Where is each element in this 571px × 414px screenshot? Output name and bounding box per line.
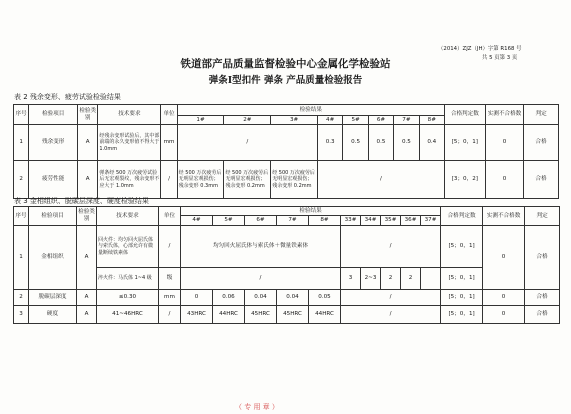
row-item: 残余变形	[29, 125, 78, 161]
row-result: 经 500 万次疲劳后无明显宏观损伤；残余变形 0.2mm	[224, 161, 271, 199]
header-fail: 实测不合格数	[485, 105, 524, 125]
row-value: 0.04	[245, 290, 277, 306]
row-seq: 1	[14, 226, 29, 290]
row-fail: 0	[485, 125, 524, 161]
row-qualified: [5；0，1]	[441, 306, 483, 324]
row-item: 硬度	[29, 306, 77, 324]
header-requirement: 技术要求	[97, 207, 159, 226]
col-3: 3#	[271, 116, 318, 125]
col-7: 7#	[394, 116, 419, 125]
row-value: 0	[181, 290, 213, 306]
table-row	[14, 125, 559, 161]
row-value: 0.3	[317, 125, 342, 161]
header-requirement: 技术要求	[98, 105, 161, 125]
row-category: A	[77, 290, 97, 306]
row-value: 0.04	[277, 290, 309, 306]
col-6: 6#	[368, 116, 393, 125]
col-35: 35#	[381, 216, 401, 226]
row-value: 0.5	[368, 125, 393, 161]
header-unit: 单位	[161, 105, 177, 125]
row-value: 0.06	[213, 290, 245, 306]
row-value: 0.05	[309, 290, 341, 306]
row-judge: 合格	[524, 161, 559, 199]
row-slash: /	[181, 268, 341, 290]
row-requirement: ≤0.30	[97, 290, 159, 306]
header-unit: 单位	[159, 207, 181, 226]
table-row	[14, 161, 559, 199]
row-slash: /	[341, 306, 441, 324]
row-value: 0.5	[343, 125, 368, 161]
row-value: 3	[341, 268, 361, 290]
document-number: （2014）ZJZ（JH）字第 R168 号	[438, 46, 522, 52]
row-unit: /	[159, 226, 181, 268]
col-4: 4#	[181, 216, 213, 226]
header-seq: 序号	[14, 207, 29, 226]
row-unit: /	[159, 306, 181, 324]
col-6: 6#	[245, 216, 277, 226]
row-fail: 0	[483, 306, 525, 324]
row-unit: /	[161, 161, 177, 199]
row-category: A	[77, 226, 97, 290]
row-result: 均匀回火屈氏体与索氏体＋微量铁素体	[181, 226, 341, 268]
row-seq: 2	[14, 290, 29, 306]
row-qualified: [5；0，1]	[441, 226, 483, 268]
row-seq: 2	[14, 161, 29, 199]
row-judge: 合格	[525, 306, 560, 324]
row-unit: mm	[161, 125, 177, 161]
row-slash: /	[341, 290, 441, 306]
table3	[13, 206, 560, 324]
row-value: 45HRC	[277, 306, 309, 324]
page-indicator: 共 5 页第 3 页	[482, 55, 518, 61]
row-unit: mm	[159, 290, 181, 306]
row-judge: 合格	[525, 226, 560, 290]
col-7: 7#	[277, 216, 309, 226]
header-results: 检验结果	[181, 207, 441, 216]
col-37: 37#	[421, 216, 441, 226]
row-qualified: [5；0，1]	[445, 125, 486, 161]
col-4: 4#	[317, 116, 342, 125]
row-fail: 0	[483, 290, 525, 306]
row-judge: 合格	[524, 125, 559, 161]
table2-header-row	[14, 105, 559, 116]
row-requirement: 淬火件：马氏体 1~4 级	[97, 268, 159, 290]
row-value: 0.5	[394, 125, 419, 161]
report-title-line1: 铁道部产品质量监督检验中心金属化学检验站	[180, 58, 391, 70]
row-category: A	[78, 161, 98, 199]
row-requirement: 弹条经 500 万次疲劳试验后无宏观裂纹，残余变形不应大于 1.0mm	[98, 161, 161, 199]
row-value: 2~3	[361, 268, 381, 290]
row-value: 45HRC	[245, 306, 277, 324]
header-category: 检验类别	[77, 207, 97, 226]
row-fail: 0	[483, 226, 525, 290]
header-fail: 实测不合格数	[483, 207, 525, 226]
row-requirement: 经残余变形试验后，其中部前端的永久变形值不得大于 1.0mm	[98, 125, 161, 161]
official-stamp: （ 专 用 章 ）	[235, 403, 279, 411]
row-value: 43HRC	[181, 306, 213, 324]
table2	[13, 104, 559, 199]
report-title-line2: 弹条Ⅰ型扣件 弹条 产品质量检验报告	[208, 75, 363, 86]
header-item: 检验项目	[29, 207, 77, 226]
row-value: 44HRC	[309, 306, 341, 324]
row-item: 金相组织	[29, 226, 77, 290]
row-qualified: [5；0，1]	[441, 290, 483, 306]
col-2: 2#	[224, 116, 271, 125]
row-value	[421, 268, 441, 290]
row-seq: 3	[14, 306, 29, 324]
row-item: 脱碳层深度	[29, 290, 77, 306]
col-33: 33#	[341, 216, 361, 226]
table-row	[14, 306, 560, 324]
col-34: 34#	[361, 216, 381, 226]
col-5: 5#	[213, 216, 245, 226]
row-item: 疲劳性能	[29, 161, 78, 199]
row-unit: 级	[159, 268, 181, 290]
table-row	[14, 290, 560, 306]
header-judge: 判定	[525, 207, 560, 226]
row-qualified: [5；0，1]	[441, 268, 483, 290]
row-value: 2	[401, 268, 421, 290]
row-value: 0.4	[419, 125, 444, 161]
table2-caption: 表 2 残余变形、疲劳试验检验结果	[14, 93, 121, 101]
row-seq: 1	[14, 125, 29, 161]
header-seq: 序号	[14, 105, 29, 125]
header-category: 检验类别	[78, 105, 98, 125]
col-36: 36#	[401, 216, 421, 226]
header-judge: 判定	[524, 105, 559, 125]
row-requirement: 41~46HRC	[97, 306, 159, 324]
header-qualified: 合格判定数	[441, 207, 483, 226]
row-value: 2	[381, 268, 401, 290]
table3-header-row	[14, 207, 560, 216]
row-slash: /	[177, 125, 317, 161]
table-row	[14, 226, 560, 268]
row-result: 经 500 万次疲劳后无明显宏观损伤；残余变形 0.2mm	[271, 161, 318, 199]
header-qualified: 合格判定数	[445, 105, 486, 125]
row-category: A	[77, 306, 97, 324]
row-slash: /	[341, 226, 441, 268]
row-fail: 0	[485, 161, 524, 199]
col-1: 1#	[177, 116, 224, 125]
row-slash: /	[317, 161, 444, 199]
row-judge: 合格	[525, 290, 560, 306]
header-item: 检验项目	[29, 105, 78, 125]
col-8: 8#	[309, 216, 341, 226]
row-value: 44HRC	[213, 306, 245, 324]
header-results: 检验结果	[177, 105, 444, 116]
row-category: A	[78, 125, 98, 161]
row-requirement: 回火件：均匀回火屈氏体与索氏体，心部允许有微量断续铁素体	[97, 226, 159, 268]
col-8: 8#	[419, 116, 444, 125]
col-5: 5#	[343, 116, 368, 125]
table3-caption: 表 3 金相组织、脱碳层深度、硬度检验结果	[14, 197, 149, 205]
row-qualified: [3；0，2]	[445, 161, 486, 199]
row-result: 经 500 万次疲劳后无明显宏观损伤；残余变形 0.3mm	[177, 161, 224, 199]
